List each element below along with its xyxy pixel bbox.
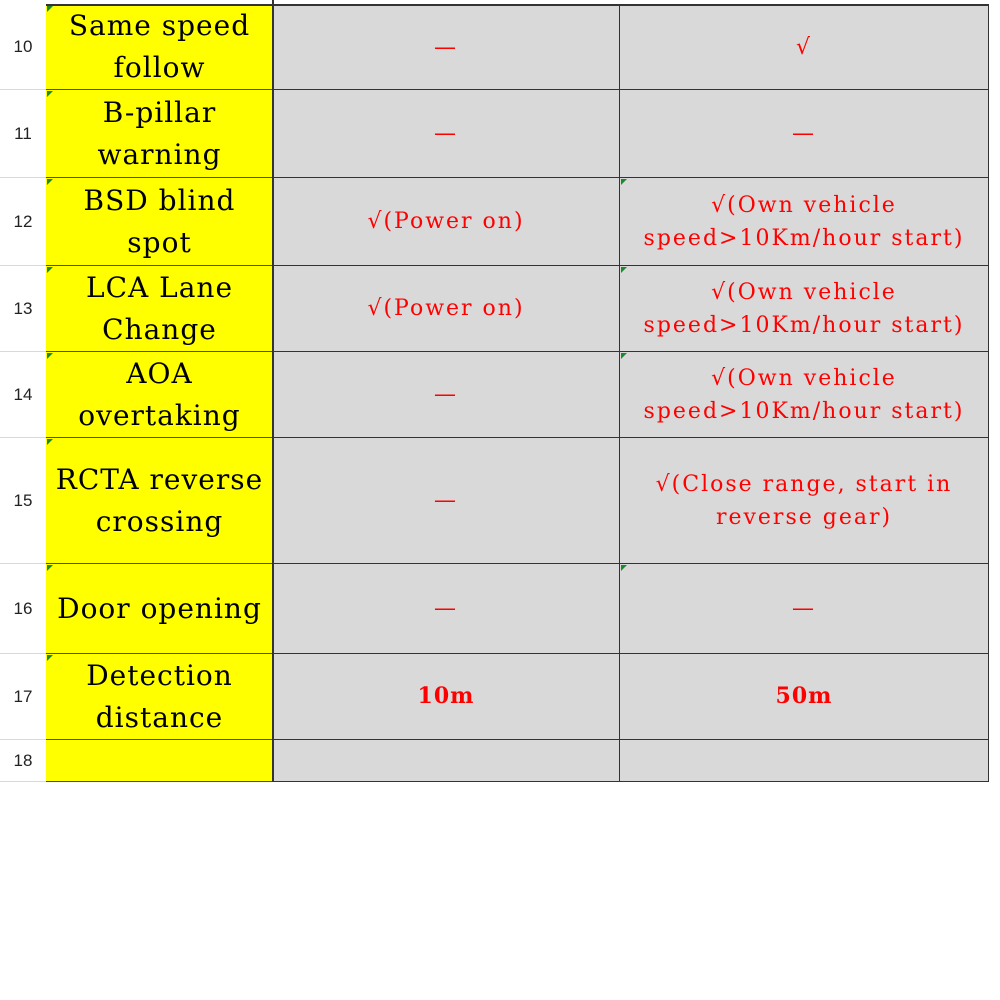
value-cell-15-b[interactable]: — [273,438,620,564]
row-header-14[interactable]: 14 [0,352,46,438]
cell-comment-marker [47,439,53,445]
value-cell-10-c[interactable]: √ [620,5,989,90]
cell-comment-marker [621,267,627,273]
feature-cell-12[interactable]: BSD blind spot [46,178,273,266]
value-cell-16-c[interactable]: — [620,564,989,654]
cell-comment-marker [47,565,53,571]
value-cell-18-b[interactable] [273,740,620,782]
feature-cell-18[interactable] [46,740,273,782]
feature-cell-10[interactable]: Same speed follow [46,5,273,90]
cell-comment-marker [47,179,53,185]
value-cell-14-c[interactable]: √(Own vehicle speed>10Km/hour start) [620,352,989,438]
cell-comment-marker [47,91,53,97]
value-cell-16-b[interactable]: — [273,564,620,654]
value-cell-18-c[interactable] [620,740,989,782]
value-cell-12-c[interactable]: √(Own vehicle speed>10Km/hour start) [620,178,989,266]
value-cell-11-c[interactable]: — [620,90,989,178]
cell-comment-marker [621,179,627,185]
row-header-16[interactable]: 16 [0,564,46,654]
row-header-18[interactable]: 18 [0,740,46,782]
cell-comment-marker [47,267,53,273]
cell-comment-marker [47,6,53,12]
value-cell-17-c[interactable]: 50m [620,654,989,740]
feature-cell-15[interactable]: RCTA reverse crossing [46,438,273,564]
row-header-12[interactable]: 12 [0,178,46,266]
cell-comment-marker [47,353,53,359]
row-header-13[interactable]: 13 [0,266,46,352]
value-cell-17-b[interactable]: 10m [273,654,620,740]
cell-comment-marker [621,353,627,359]
feature-cell-16[interactable]: Door opening [46,564,273,654]
value-cell-15-c[interactable]: √(Close range, start in reverse gear) [620,438,989,564]
row-header-17[interactable]: 17 [0,654,46,740]
value-cell-13-c[interactable]: √(Own vehicle speed>10Km/hour start) [620,266,989,352]
value-cell-14-b[interactable]: — [273,352,620,438]
feature-cell-14[interactable]: AOA overtaking [46,352,273,438]
grid-line-left [272,0,274,782]
feature-cell-11[interactable]: B-pillar warning [46,90,273,178]
value-cell-10-b[interactable]: — [273,5,620,90]
cell-comment-marker [47,655,53,661]
value-cell-12-b[interactable]: √(Power on) [273,178,620,266]
cell-comment-marker [621,565,627,571]
row-header-11[interactable]: 11 [0,90,46,178]
grid-line-top [46,4,989,6]
value-cell-13-b[interactable]: √(Power on) [273,266,620,352]
feature-cell-17[interactable]: Detection distance [46,654,273,740]
row-header-15[interactable]: 15 [0,438,46,564]
row-header-10[interactable]: 10 [0,5,46,90]
feature-cell-13[interactable]: LCA Lane Change [46,266,273,352]
value-cell-11-b[interactable]: — [273,90,620,178]
